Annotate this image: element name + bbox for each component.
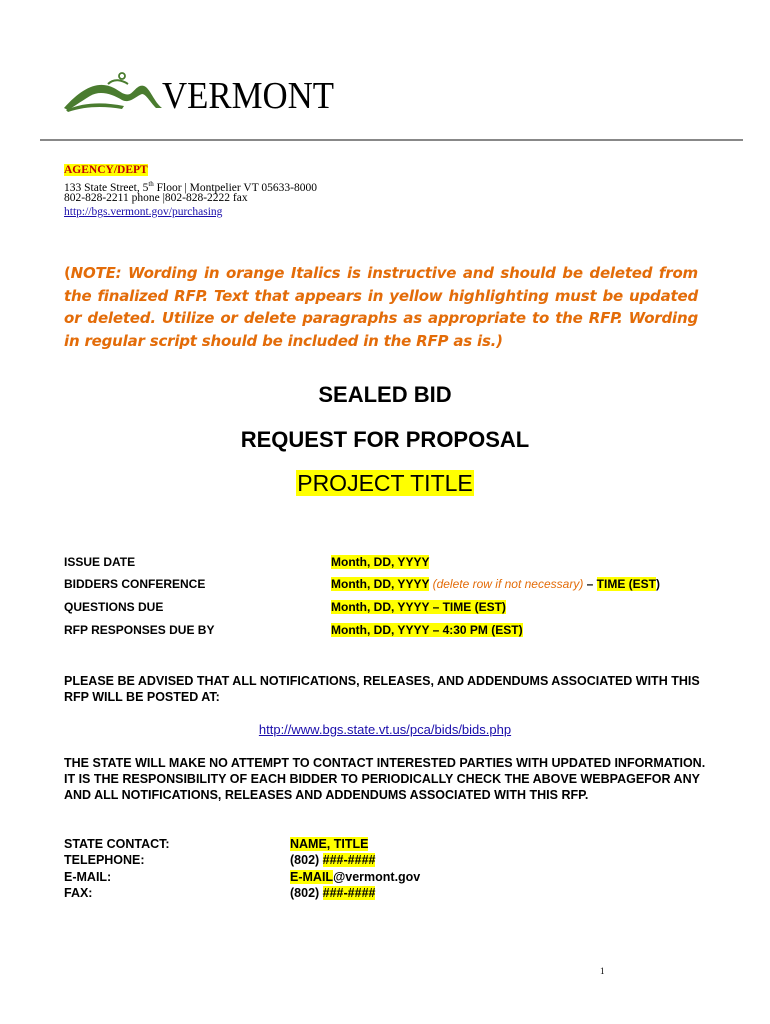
- telephone-label: TELEPHONE:: [64, 853, 145, 867]
- state-contact-value: NAME, TITLE: [290, 837, 369, 851]
- fax-label: FAX:: [64, 886, 93, 900]
- address-line: 133 State Street, 5th Floor | Montpelier VT 05633-8000: [64, 180, 317, 194]
- questions-due-label: QUESTIONS DUE: [64, 600, 164, 614]
- questions-due-value: Month, DD, YYYY – TIME (EST): [331, 600, 506, 614]
- page-number: 1: [600, 966, 605, 976]
- responses-due-label: RFP RESPONSES DUE BY: [64, 623, 215, 637]
- instruction-note: (NOTE: Wording in orange Italics is instructive and should be deleted from the finalized RFP. Text that appears in yellow highlighting must be updated or deleted. Utilize or delete paragraphs as appropriate to the RFP. Wording in regular script should be included in the RFP as is.): [64, 264, 698, 350]
- vermont-logo: [64, 72, 336, 119]
- email-label: E-MAIL:: [64, 870, 112, 884]
- state-contact-label: STATE CONTACT:: [64, 837, 170, 851]
- issue-date-label: ISSUE DATE: [64, 555, 136, 569]
- header-divider: [40, 139, 743, 141]
- bidders-conference-label: BIDDERS CONFERENCE: [64, 577, 206, 591]
- issue-date-value: Month, DD, YYYY: [331, 555, 430, 569]
- email-value: E-MAIL@vermont.gov: [290, 870, 421, 884]
- project-title: PROJECT TITLE: [297, 470, 473, 496]
- fax-value: (802) ###-####: [290, 886, 376, 900]
- sealed-bid-title: SEALED BID: [318, 382, 452, 407]
- responses-due-value: Month, DD, YYYY – 4:30 PM (EST): [331, 623, 523, 637]
- telephone-value: (802) ###-####: [290, 853, 376, 867]
- advisory-paragraph: PLEASE BE ADVISED THAT ALL NOTIFICATIONS, RELEASES, AND ADDENDUMS ASSOCIATED WITH THIS RFP WILL BE POSTED AT:: [64, 674, 700, 704]
- rfp-title: REQUEST FOR PROPOSAL: [240, 427, 530, 452]
- phone-line: 802-828-2211 phone |802-828-2222 fax: [64, 192, 248, 204]
- vermont-logo-mountains-icon: [64, 72, 336, 114]
- svg-text:VERMONT: VERMONT: [162, 75, 334, 114]
- purchasing-link[interactable]: http://bgs.vermont.gov/purchasing: [64, 206, 223, 218]
- bidders-conference-value: Month, DD, YYYY (delete row if not necessary) – TIME (EST): [331, 577, 660, 591]
- bids-link[interactable]: http://www.bgs.state.vt.us/pca/bids/bids.php: [258, 722, 512, 737]
- bids-link-line: [0, 722, 770, 737]
- disclaimer-paragraph: THE STATE WILL MAKE NO ATTEMPT TO CONTACT INTERESTED PARTIES WITH UPDATED INFORMATION. IT IS THE RESPONSIBILITY OF EACH BIDDER TO PERIODICALLY CHECK THE ABOVE WEBPAGEFOR ANY AND ALL NOTIFICATIONS, RELEASES AND ADDENDUMS ASSOCIATED WITH THIS RFP.: [64, 756, 706, 802]
- purchasing-link-line: [64, 205, 222, 219]
- project-title-wrap: [0, 470, 770, 497]
- agency-name: AGENCY/DEPT: [64, 164, 148, 176]
